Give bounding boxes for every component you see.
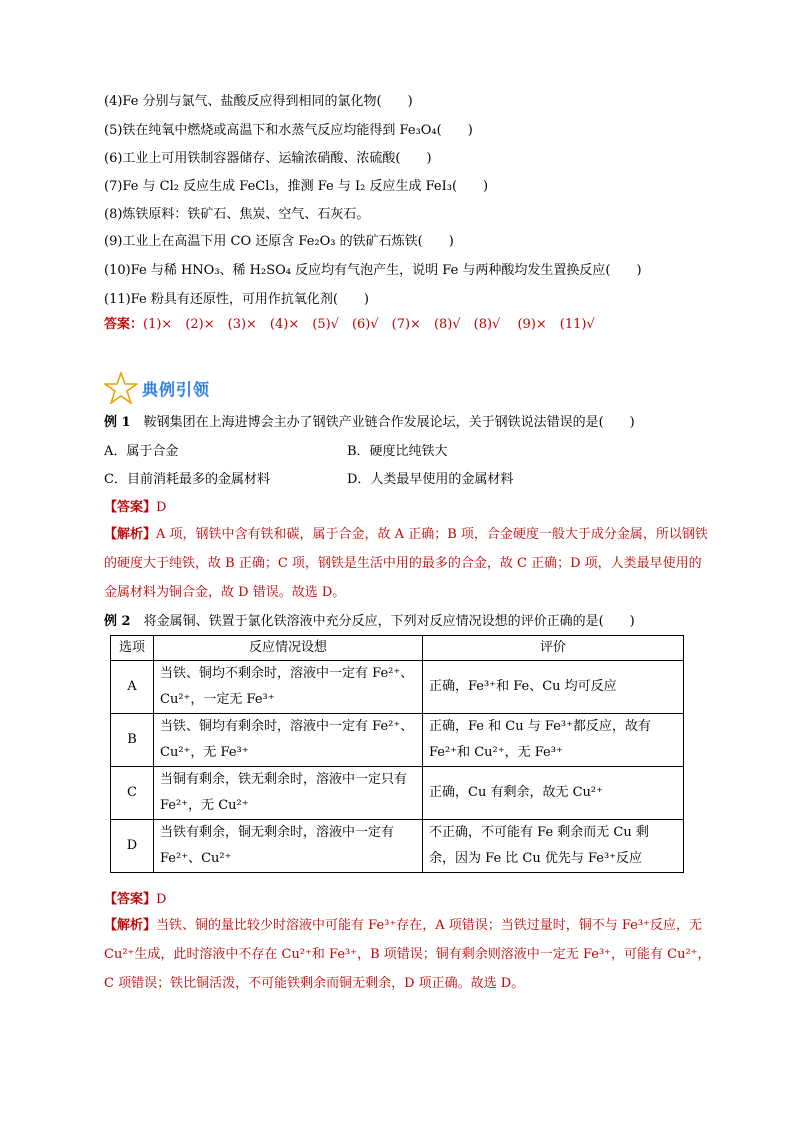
header-evaluation: 评价 bbox=[423, 636, 684, 661]
ex1-question-text: 鞍钢集团在上海进博会主办了钢铁产业链合作发展论坛，关于钢铁说法错误的是( ) bbox=[143, 415, 635, 430]
table-row bbox=[111, 661, 684, 714]
item-4: (4)Fe 分别与氯气、盐酸反应得到相同的氯化物( ) bbox=[104, 94, 413, 109]
row-evaluation bbox=[423, 661, 684, 714]
evaluation-line: 正确，Fe 和 Cu 与 Fe³⁺都反应，故有 bbox=[429, 719, 651, 734]
scenario-line: Cu²⁺，无 Fe³⁺ bbox=[160, 745, 249, 760]
header-scenario: 反应情况设想 bbox=[154, 636, 423, 661]
evaluation-line: 余，因为 Fe 比 Cu 优先与 Fe³⁺反应 bbox=[429, 851, 643, 866]
ex2-answer-label: 【答案】 bbox=[104, 892, 157, 907]
ex1-analysis-text: A 项，钢铁中含有铁和碳，属于合金，故 A 正确；B 项，合金硬度一般大于成分金属，所以钢铁的硬度大于纯铁，故 B 正确；C 项，钢铁是生活中用的最多的合金，故 C 正确；D 项，人类最早使用的金属材料为铜合金，故 D 错误。故选 D。 bbox=[104, 527, 708, 600]
row-evaluation bbox=[423, 767, 684, 820]
scenario-line: 当铁、铜均有剩余时，溶液中一定有 Fe²⁺、 bbox=[160, 719, 414, 734]
ex1-answer-value: D bbox=[156, 500, 167, 515]
row-option: A bbox=[111, 661, 154, 714]
ex1-answer-label: 【答案】 bbox=[104, 500, 157, 515]
table-row bbox=[111, 820, 684, 873]
ex2-question bbox=[104, 613, 635, 631]
evaluation-line: 不正确，不可能有 Fe 剩余而无 Cu 剩 bbox=[429, 825, 649, 840]
answer-line bbox=[104, 316, 595, 334]
row-evaluation bbox=[423, 714, 684, 767]
item-9: (9)工业上在高温下用 CO 还原含 Fe₂O₃ 的铁矿石炼铁( ) bbox=[104, 234, 454, 249]
ex1-option-c: C．目前消耗最多的金属材料 bbox=[104, 472, 270, 487]
ex2-analysis-label: 【解析】 bbox=[104, 918, 157, 933]
item-5: (5)铁在纯氧中燃烧或高温下和水蒸气反应均能得到 Fe₃O₄( ) bbox=[104, 123, 473, 138]
ex1-answer bbox=[104, 499, 166, 517]
ex2-answer-value: D bbox=[156, 892, 167, 907]
row-scenario bbox=[154, 661, 423, 714]
ex1-option-d: D．人类最早使用的金属材料 bbox=[347, 472, 514, 487]
item-7: (7)Fe 与 Cl₂ 反应生成 FeCl₃，推测 Fe 与 I₂ 反应生成 FeI₃( ) bbox=[104, 179, 489, 194]
scenario-line: Fe²⁺、Cu²⁺ bbox=[160, 851, 232, 866]
row-scenario bbox=[154, 714, 423, 767]
ex1-analysis-label: 【解析】 bbox=[104, 527, 157, 542]
ex1-analysis bbox=[104, 520, 714, 607]
item-10: (10)Fe 与稀 HNO₃、稀 H₂SO₄ 反应均有气泡产生，说明 Fe 与两种酸均发生置换反应( ) bbox=[104, 263, 642, 278]
scenario-line: 当铜有剩余，铁无剩余时，溶液中一定只有 bbox=[160, 772, 408, 787]
answer-label: 答案： bbox=[104, 317, 144, 332]
evaluation-line: 正确，Cu 有剩余，故无 Cu²⁺ bbox=[429, 785, 603, 800]
scenario-line: Cu²⁺，一定无 Fe³⁺ bbox=[160, 692, 275, 707]
ex1-question bbox=[104, 414, 635, 432]
scenario-line: 当铁有剩余，铜无剩余时，溶液中一定有 bbox=[160, 825, 395, 840]
scenario-line: 当铁、铜均不剩余时，溶液中一定有 Fe²⁺、 bbox=[160, 666, 414, 681]
scenario-line: Fe²⁺，无 Cu²⁺ bbox=[160, 798, 249, 813]
row-option: D bbox=[111, 820, 154, 873]
section-title-text: 典例引领 bbox=[142, 379, 211, 399]
ex1-option-a: A．属于合金 bbox=[104, 444, 179, 459]
row-scenario bbox=[154, 820, 423, 873]
header-option: 选项 bbox=[111, 636, 154, 661]
item-6: (6)工业上可用铁制容器储存、运输浓硝酸、浓硫酸( ) bbox=[104, 151, 432, 166]
ex2-analysis bbox=[104, 911, 716, 998]
row-evaluation bbox=[423, 820, 684, 873]
item-11: (11)Fe 粉具有还原性，可用作抗氧化剂( ) bbox=[104, 292, 369, 307]
table-header bbox=[111, 636, 684, 661]
ex2-answer bbox=[104, 891, 166, 909]
star-icon bbox=[104, 372, 138, 404]
evaluation-line: 正确，Fe³⁺和 Fe、Cu 均可反应 bbox=[429, 679, 617, 694]
row-option: B bbox=[111, 714, 154, 767]
table-row bbox=[111, 714, 684, 767]
item-8: (8)炼铁原料：铁矿石、焦炭、空气、石灰石。 bbox=[104, 207, 370, 222]
table-row bbox=[111, 767, 684, 820]
evaluation-line: Fe²⁺和 Cu²⁺，无 Fe³⁺ bbox=[429, 745, 563, 760]
row-option: C bbox=[111, 767, 154, 820]
row-scenario bbox=[154, 767, 423, 820]
answer-text: (1)× (2)× (3)× (4)× (5)√ (6)√ (7)× (8)√ (8)√ (9)× (11)√ bbox=[143, 317, 595, 332]
ex2-analysis-text: 当铁、铜的量比较少时溶液中可能有 Fe³⁺存在，A 项错误；当铁过量时，铜不与 Fe³⁺反应，无 Cu²⁺生成，此时溶液中不存在 Cu²⁺和 Fe³⁺，B 项错误；铜有剩余则溶液中一定无 Fe³⁺，可能有 Cu²⁺，C 项错误；铁比铜活泼，不可能铁剩余而铜无剩余，D 项正确。故选 D。 bbox=[104, 918, 711, 991]
ex1-option-b: B．硬度比纯铁大 bbox=[347, 444, 448, 459]
ex1-label: 例 1 bbox=[104, 415, 131, 430]
section-title bbox=[104, 371, 210, 405]
evaluation-table bbox=[110, 635, 684, 873]
ex2-question-text: 将金属铜、铁置于氯化铁溶液中充分反应，下列对反应情况设想的评价正确的是( ) bbox=[143, 614, 635, 629]
ex2-label: 例 2 bbox=[104, 614, 131, 629]
